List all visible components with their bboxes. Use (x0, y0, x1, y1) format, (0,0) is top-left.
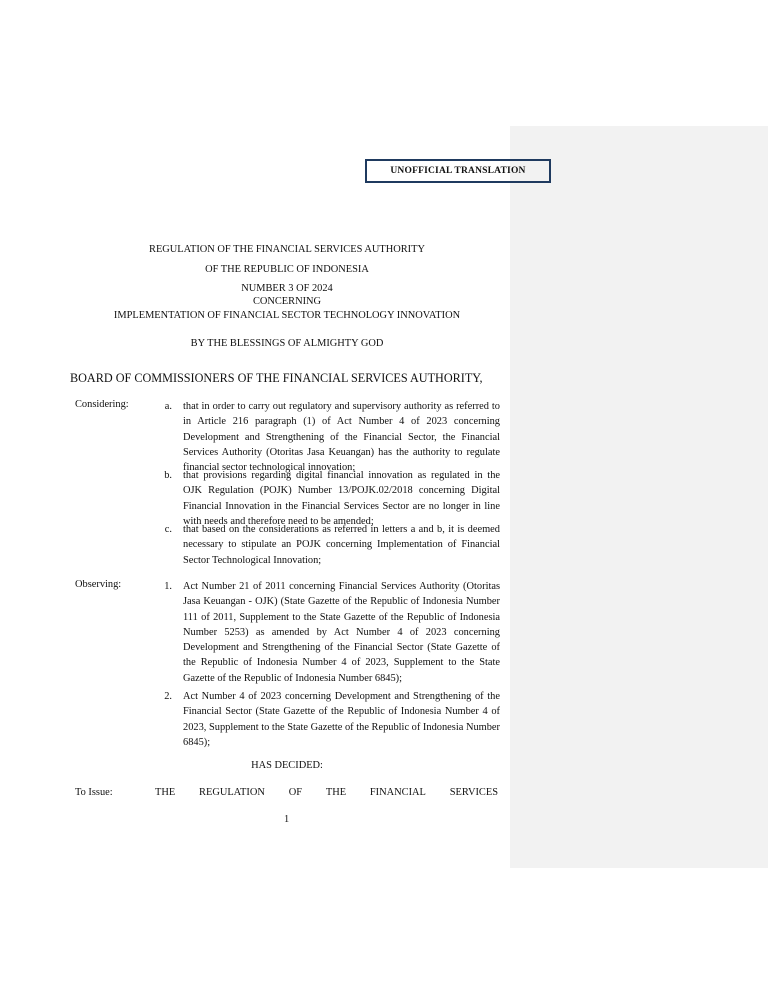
issue-word: THE (325, 787, 347, 798)
observing-label: Observing: (75, 579, 122, 590)
item-marker: a. (164, 401, 172, 412)
regulation-number: NUMBER 3 OF 2024 (241, 283, 333, 294)
unofficial-translation-stamp: UNOFFICIAL TRANSLATION (365, 159, 551, 183)
item-text: Act Number 4 of 2023 concerning Development and Strengthening of the Financial Sector (State Gazette of the Republic of Indonesia Number 4 of 2023, Supplement to the State Gazette of the Republic of Indonesia Number 6845); (183, 691, 500, 748)
regulation-title-line-1: REGULATION OF THE FINANCIAL SERVICES AUTHORITY (149, 244, 425, 255)
item-marker: 1. (164, 581, 172, 592)
item-text: that in order to carry out regulatory and supervisory authority as referred to in Article 216 paragraph (1) of Act Number 4 of 2023 concerning Development and Strengthening of the Financial Sector, the Financial Services Authority (Otoritas Jasa Keuangan) has the authority to regulate financial sector technological innovation; (183, 401, 500, 474)
to-issue-label: To Issue: (75, 787, 113, 798)
issue-word: REGULATION (199, 787, 265, 798)
regulation-title-line-2: OF THE REPUBLIC OF INDONESIA (205, 264, 369, 275)
item-marker: b. (164, 470, 172, 481)
board-heading: BOARD OF COMMISSIONERS OF THE FINANCIAL SERVICES AUTHORITY, (70, 371, 483, 385)
item-text: that provisions regarding digital financial innovation as regulated in the OJK Regulation (POJK) Number 13/POJK.02/2018 concerning Digital Financial Innovation in the Financial Services Sector are no longer in line with needs and therefore need to be amended; (183, 470, 500, 527)
blessing-line: BY THE BLESSINGS OF ALMIGHTY GOD (190, 338, 384, 349)
page-number: 1 (284, 814, 290, 825)
item-text: that based on the considerations as referred in letters a and b, it is deemed necessary to stipulate an POJK concerning Implementation of Financial Sector Technological Innovation; (183, 524, 500, 566)
has-decided-heading: HAS DECIDED: (251, 760, 323, 771)
considering-label: Considering: (75, 399, 129, 410)
item-marker: c. (164, 524, 172, 535)
issue-word: THE (155, 787, 176, 798)
item-text: Act Number 21 of 2011 concerning Financial Services Authority (Otoritas Jasa Keuangan - OJK) (State Gazette of the Republic of Indonesia Number 111 of 2011, Supplement to the State Gazette of the Republic of Indonesia Number 5253) as amended by Act Number 4 of 2023 concerning Development and Strengthening of the Financial Sector (State Gazette of the Republic of Indonesia Number 4 of 2023, Supplement to the State Gazette of the Republic of Indonesia Number 6845); (183, 581, 500, 684)
regulation-subject: IMPLEMENTATION OF FINANCIAL SECTOR TECHNOLOGY INNOVATION (113, 310, 461, 321)
concerning-label: CONCERNING (252, 296, 322, 307)
issue-word: FINANCIAL (369, 787, 426, 798)
comment-sidebar (510, 126, 768, 868)
issue-word: SERVICES (449, 787, 498, 798)
item-marker: 2. (164, 691, 172, 702)
to-issue-text (155, 787, 498, 798)
issue-word: OF (288, 787, 302, 798)
